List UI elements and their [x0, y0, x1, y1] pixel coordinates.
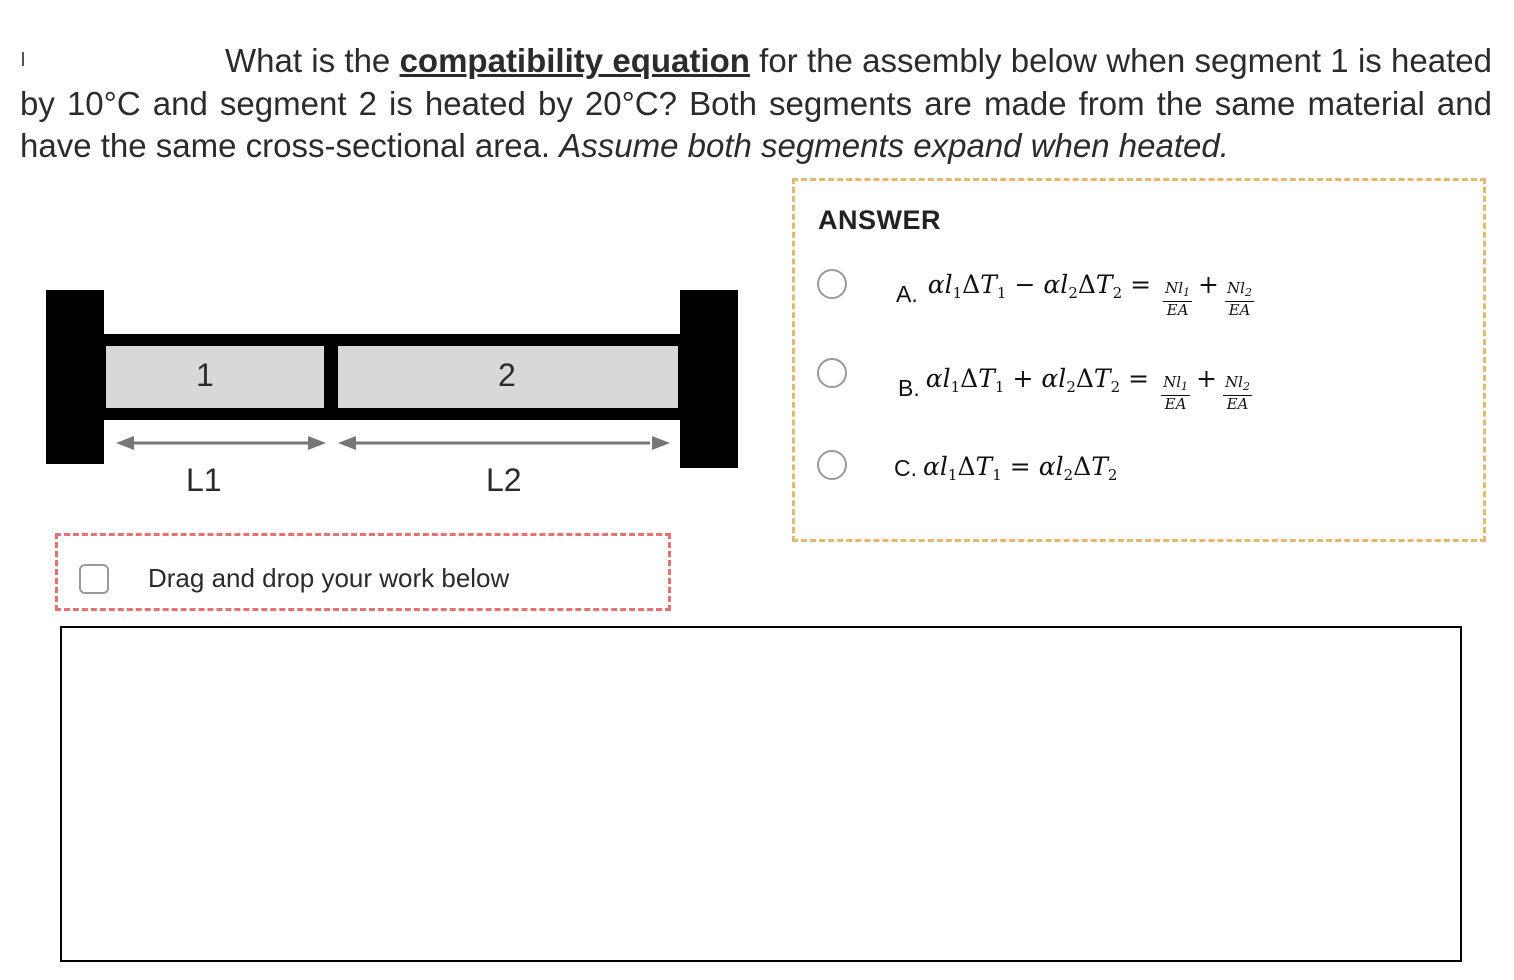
drag-checkbox[interactable] — [79, 564, 109, 594]
option-a[interactable] — [896, 270, 1258, 319]
length-2-label: L2 — [486, 462, 522, 498]
length-arrows — [110, 430, 680, 458]
question-text — [20, 40, 1492, 168]
option-a-equation: $\alpha l_1\Delta T_1 - \alpha l_2\Delta T_2$ = $\frac{Nl_1}{EA}$ + $\frac{Nl_2}{EA}$ — [927, 270, 1252, 319]
left-wall — [46, 290, 104, 464]
option-c-equation: $\alpha l_1\Delta T_1 = \alpha l_2\Delta T_2$ — [923, 452, 1118, 484]
option-b[interactable] — [898, 364, 1256, 413]
question-bold-term: compatibility equation — [399, 42, 750, 79]
option-b-equation: $\alpha l_1\Delta T_1 + \alpha l_2\Delta T_2$ = $\frac{Nl_1}{EA}$ + $\frac{Nl_2}{EA}$ — [925, 364, 1250, 413]
answer-title: ANSWER — [818, 205, 941, 235]
drag-drop-label: Drag and drop your work below — [148, 563, 510, 593]
segment-2-label: 2 — [498, 357, 516, 393]
option-c-letter: C. — [894, 454, 917, 481]
question-part1: What is the — [225, 42, 400, 79]
option-a-radio[interactable] — [817, 269, 847, 299]
question-part2: for the assembly below when segment 1 is heated by 10°C and segment 2 is heated by 20°C? Both segments are made from the same material and have the same cross-sectional area. — [20, 42, 1492, 164]
right-wall — [680, 290, 738, 468]
segment-1 — [106, 346, 324, 408]
option-a-letter: A. — [896, 281, 918, 307]
question-italic-note: Assume both segments expand when heated. — [559, 127, 1229, 164]
segment-1-label: 1 — [196, 357, 214, 393]
work-drop-area[interactable] — [60, 626, 1462, 962]
option-c[interactable] — [894, 452, 1117, 484]
option-b-radio[interactable] — [817, 358, 847, 388]
option-c-radio[interactable] — [817, 450, 847, 480]
length-1-label: L1 — [186, 462, 222, 498]
option-b-letter: B. — [898, 375, 920, 401]
